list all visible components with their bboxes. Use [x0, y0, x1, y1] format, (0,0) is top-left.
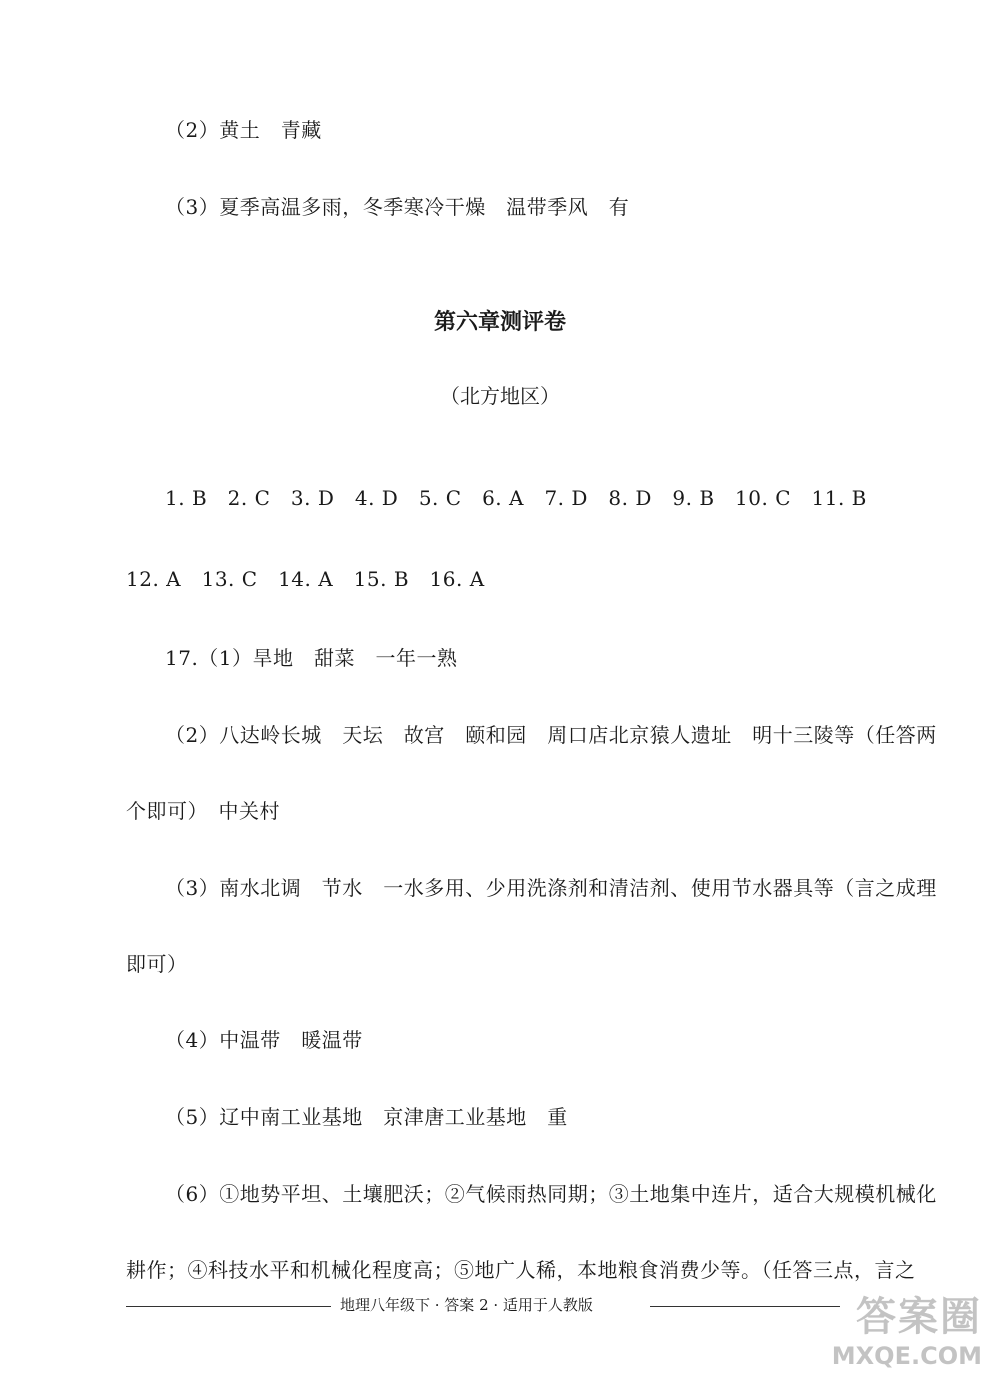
page-title: 第六章测评卷: [433, 310, 566, 335]
q17-part-6-cont: 耕作；④科技水平和机械化程度高；⑤地广人稀，本地粮食消费少等。（任答三点，言之: [126, 1258, 916, 1282]
q17-part-5: （5）辽中南工业基地 京津唐工业基地 重: [165, 1105, 568, 1129]
q17-part-6: （6）①地势平坦、土壤肥沃；②气候雨热同期；③土地集中连片，适合大规模机械化: [165, 1182, 937, 1206]
q17-part-4: （4）中温带 暖温带: [165, 1028, 363, 1052]
footer-rule-right: [650, 1306, 840, 1307]
multiple-choice-answers-row-1: 1. B 2. C 3. D 4. D 5. C 6. A 7. D 8. D 9. B 10. C 11. B: [165, 486, 867, 510]
q17-part-3-cont: 即可）: [126, 952, 188, 976]
watermark-site-text: MXQE.COM: [831, 1342, 982, 1370]
answer-line-3: （3）夏季高温多雨，冬季寒冷干燥 温带季风 有: [165, 195, 630, 219]
footer-rule-left: [126, 1306, 331, 1307]
footer-text: 地理八年级下 · 答案 2 · 适用于人教版: [340, 1296, 593, 1314]
page-subtitle: （北方地区）: [440, 384, 560, 408]
q17-part-2-cont: 个即可） 中关村: [126, 799, 280, 823]
q17-part-1: 17.（1）旱地 甜菜 一年一熟: [165, 646, 458, 670]
multiple-choice-answers-row-2: 12. A 13. C 14. A 15. B 16. A: [126, 567, 485, 591]
watermark-logo-text: 答案圈: [856, 1294, 982, 1340]
q17-part-3: （3）南水北调 节水 一水多用、少用洗涤剂和清洁剂、使用节水器具等（言之成理: [165, 876, 937, 900]
q17-part-2: （2）八达岭长城 天坛 故宫 颐和园 周口店北京猿人遗址 明十三陵等（任答两: [165, 723, 937, 747]
answer-line-2: （2）黄土 青藏: [165, 118, 322, 142]
watermark-logo: [822, 1285, 982, 1373]
